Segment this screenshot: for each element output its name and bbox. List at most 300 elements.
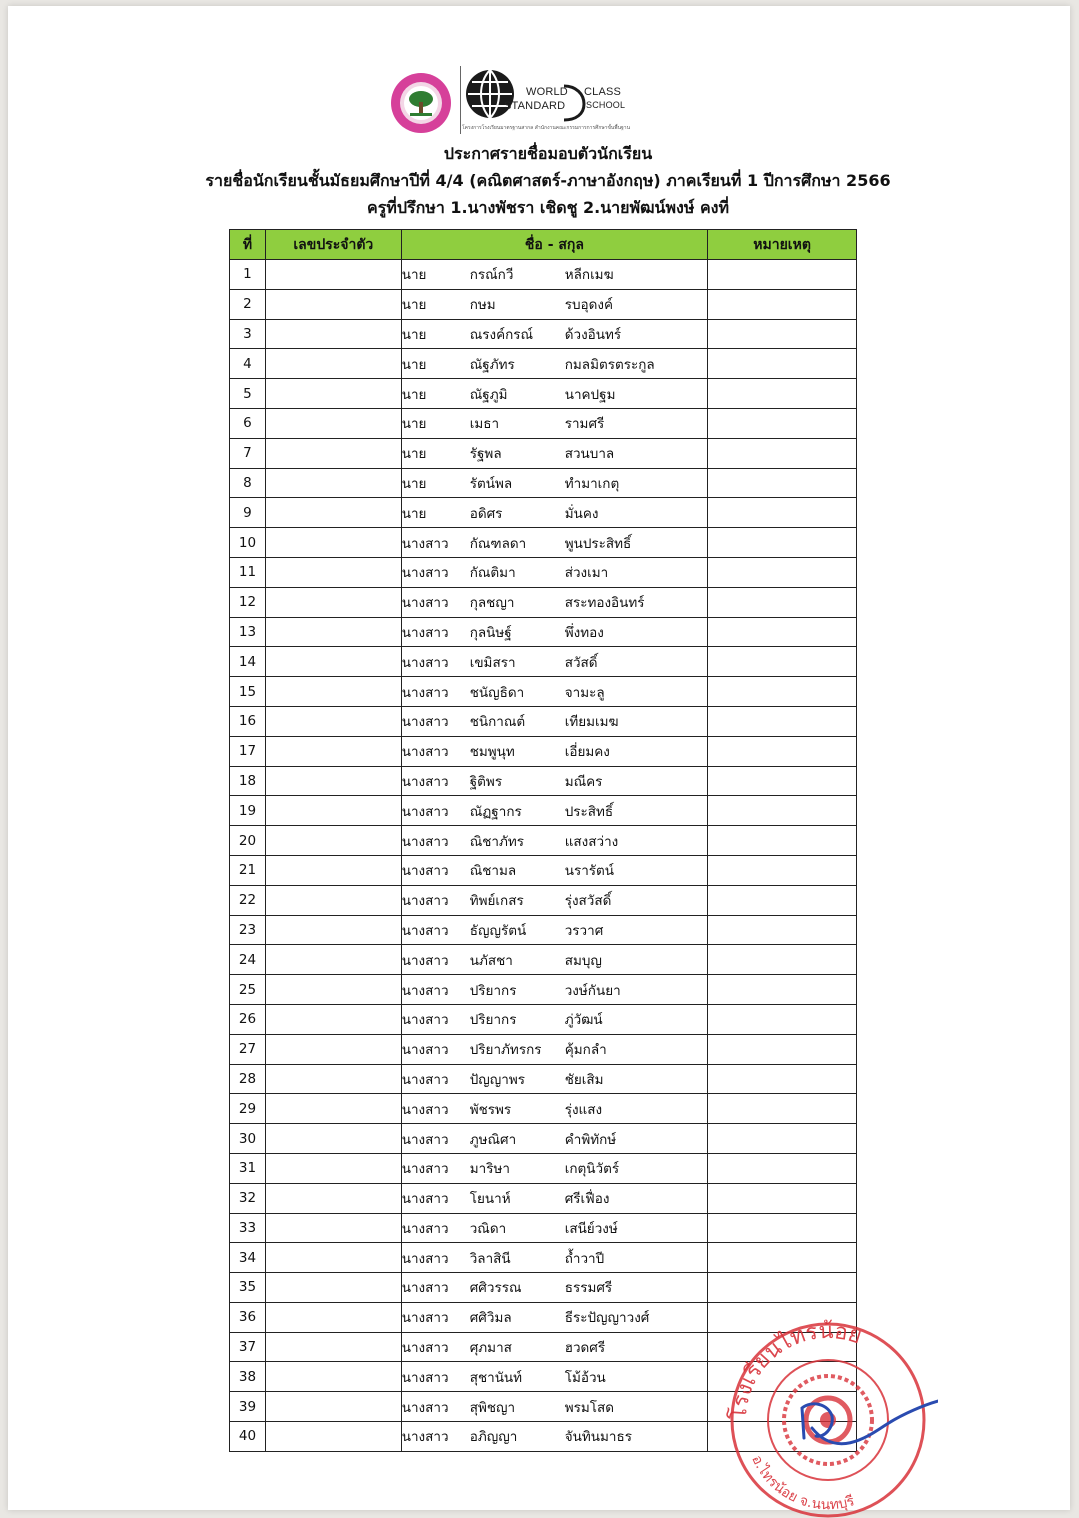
row-student-id	[265, 736, 401, 766]
row-number: 19	[230, 796, 266, 826]
row-full-name	[401, 617, 707, 647]
first-name: ธัญญรัตน์	[469, 922, 527, 939]
row-full-name	[401, 1332, 707, 1362]
row-remarks	[708, 617, 857, 647]
name-prefix: นาย	[401, 297, 427, 314]
row-student-id	[265, 945, 401, 975]
row-number: 40	[230, 1422, 266, 1452]
row-remarks	[708, 1124, 857, 1154]
name-prefix: นางสาว	[401, 893, 449, 910]
row-full-name	[401, 528, 707, 558]
table-row	[230, 260, 857, 290]
row-number: 31	[230, 1153, 266, 1183]
name-prefix: นางสาว	[401, 1161, 449, 1178]
first-name: ณิชาภัทร	[469, 833, 525, 850]
first-name: ณัฏฐากร	[469, 803, 522, 820]
row-number: 17	[230, 736, 266, 766]
row-number: 9	[230, 498, 266, 528]
first-name: ปริยาภัทรกร	[469, 1042, 542, 1059]
row-full-name	[401, 379, 707, 409]
row-remarks	[708, 557, 857, 587]
first-name: อภิญญา	[469, 1429, 518, 1446]
table-row	[230, 349, 857, 379]
first-name: โยนาห์	[469, 1191, 511, 1208]
row-number: 7	[230, 438, 266, 468]
row-student-id	[265, 498, 401, 528]
row-remarks	[708, 1034, 857, 1064]
table-row	[230, 1064, 857, 1094]
row-full-name	[401, 468, 707, 498]
row-student-id	[265, 1034, 401, 1064]
first-name: กษม	[469, 297, 496, 314]
row-full-name	[401, 587, 707, 617]
seal-bottom-text: อ.ไทรน้อย จ.นนทบุรี	[748, 1452, 857, 1514]
first-name: ณิชามล	[469, 863, 517, 880]
row-full-name	[401, 1004, 707, 1034]
table-row	[230, 408, 857, 438]
first-name: ปัญญาพร	[469, 1071, 526, 1088]
row-full-name	[401, 1153, 707, 1183]
table-row	[230, 1213, 857, 1243]
name-prefix: นางสาว	[401, 1191, 449, 1208]
row-student-id	[265, 1273, 401, 1303]
row-remarks	[708, 855, 857, 885]
row-remarks	[708, 1213, 857, 1243]
row-number: 21	[230, 855, 266, 885]
row-remarks	[708, 587, 857, 617]
row-full-name	[401, 1183, 707, 1213]
table-row	[230, 677, 857, 707]
logo-word-world: WORLD	[526, 86, 568, 98]
row-number: 6	[230, 408, 266, 438]
last-name: โม้อ้วน	[564, 1369, 606, 1386]
last-name: เกตุนิวัตร์	[564, 1161, 620, 1178]
name-prefix: นางสาว	[401, 1101, 449, 1118]
row-full-name	[401, 736, 707, 766]
row-remarks	[708, 468, 857, 498]
row-full-name	[401, 706, 707, 736]
row-number: 13	[230, 617, 266, 647]
first-name: กุลชญา	[469, 595, 515, 612]
row-full-name	[401, 1124, 707, 1154]
row-number: 24	[230, 945, 266, 975]
first-name: กัณฑลดา	[469, 535, 527, 552]
name-prefix: นางสาว	[401, 982, 449, 999]
last-name: จันทินมาธร	[564, 1429, 632, 1446]
row-full-name	[401, 408, 707, 438]
row-remarks	[708, 826, 857, 856]
first-name: เมธา	[469, 416, 500, 433]
row-student-id	[265, 1302, 401, 1332]
header-full-name: ชื่อ - สกุล	[401, 230, 707, 260]
row-remarks	[708, 975, 857, 1005]
row-remarks	[708, 647, 857, 677]
row-student-id	[265, 885, 401, 915]
row-full-name	[401, 975, 707, 1005]
row-remarks	[708, 379, 857, 409]
row-full-name	[401, 826, 707, 856]
name-prefix: นางสาว	[401, 1310, 449, 1327]
row-remarks	[708, 1064, 857, 1094]
table-row	[230, 528, 857, 558]
last-name: ถ้ำวาปี	[564, 1250, 605, 1267]
row-number: 33	[230, 1213, 266, 1243]
first-name: ภูษณิศา	[469, 1131, 517, 1148]
row-student-id	[265, 260, 401, 290]
name-prefix: นางสาว	[401, 773, 449, 790]
last-name: ฮวดศรี	[564, 1340, 606, 1357]
table-row	[230, 289, 857, 319]
row-number: 3	[230, 319, 266, 349]
row-number: 8	[230, 468, 266, 498]
name-prefix: นาย	[401, 386, 427, 403]
last-name: มั่นคง	[564, 505, 599, 522]
first-name: ศศิวิมล	[469, 1310, 512, 1327]
name-prefix: นางสาว	[401, 1340, 449, 1357]
title-block	[128, 140, 968, 221]
row-student-id	[265, 1362, 401, 1392]
header-remarks: หมายเหตุ	[708, 230, 857, 260]
row-student-id	[265, 438, 401, 468]
row-remarks	[708, 766, 857, 796]
logo-word-standard: STANDARD	[504, 100, 566, 112]
student-roster-table	[229, 229, 857, 1452]
table-row	[230, 766, 857, 796]
first-name: ณรงค์กรณ์	[469, 326, 534, 343]
row-student-id	[265, 766, 401, 796]
row-full-name	[401, 1362, 707, 1392]
last-name: ชัยเสิม	[564, 1071, 604, 1088]
first-name: ศศิวรรณ	[469, 1280, 522, 1297]
header-logos	[390, 64, 631, 138]
last-name: พรมโสด	[564, 1399, 615, 1416]
last-name: คุ้มกลำ	[564, 1042, 607, 1059]
table-row	[230, 587, 857, 617]
row-number: 36	[230, 1302, 266, 1332]
name-prefix: นางสาว	[401, 595, 449, 612]
last-name: รุ่งสวัสดิ์	[564, 893, 612, 910]
row-student-id	[265, 1422, 401, 1452]
seal-top-text: โรงเรียนไทรน้อย	[726, 1318, 865, 1421]
name-prefix: นางสาว	[401, 714, 449, 731]
row-number: 10	[230, 528, 266, 558]
row-student-id	[265, 1392, 401, 1422]
first-name: พัชรพร	[469, 1101, 512, 1118]
row-full-name	[401, 796, 707, 826]
first-name: รัฐพล	[469, 446, 502, 463]
table-row	[230, 617, 857, 647]
school-seal-stamp	[716, 1308, 938, 1518]
table-row	[230, 1183, 857, 1213]
last-name: กมลมิตรตระกูล	[564, 356, 655, 373]
row-remarks	[708, 349, 857, 379]
first-name: ปริยากร	[469, 1012, 517, 1029]
row-remarks	[708, 677, 857, 707]
row-remarks	[708, 528, 857, 558]
row-full-name	[401, 1094, 707, 1124]
row-student-id	[265, 1094, 401, 1124]
row-full-name	[401, 289, 707, 319]
last-name: พูนประสิทธิ์	[564, 535, 632, 552]
first-name: ชนัญธิดา	[469, 684, 525, 701]
first-name: ณัฐภัทร	[469, 356, 515, 373]
last-name: รามศรี	[564, 416, 605, 433]
name-prefix: นางสาว	[401, 624, 449, 641]
row-student-id	[265, 647, 401, 677]
table-row	[230, 557, 857, 587]
row-number: 27	[230, 1034, 266, 1064]
last-name: นรารัตน์	[564, 863, 615, 880]
last-name: พึ่งทอง	[564, 624, 604, 641]
row-number: 30	[230, 1124, 266, 1154]
table-row	[230, 1004, 857, 1034]
row-remarks	[708, 706, 857, 736]
row-remarks	[708, 945, 857, 975]
name-prefix: นางสาว	[401, 1429, 449, 1446]
row-full-name	[401, 1243, 707, 1273]
table-row	[230, 855, 857, 885]
row-number: 5	[230, 379, 266, 409]
row-remarks	[708, 260, 857, 290]
last-name: ด้วงอินทร์	[564, 326, 622, 343]
row-full-name	[401, 766, 707, 796]
first-name: กรณ์กวี	[469, 267, 514, 284]
table-row	[230, 885, 857, 915]
row-student-id	[265, 855, 401, 885]
row-number: 28	[230, 1064, 266, 1094]
row-full-name	[401, 1422, 707, 1452]
first-name: กุลนิษฐ์	[469, 624, 512, 641]
row-full-name	[401, 319, 707, 349]
row-full-name	[401, 1034, 707, 1064]
row-remarks	[708, 885, 857, 915]
row-student-id	[265, 289, 401, 319]
first-name: ศุภมาส	[469, 1340, 512, 1357]
first-name: ฐิติพร	[469, 773, 503, 790]
roster-body	[230, 260, 857, 1452]
row-student-id	[265, 349, 401, 379]
row-student-id	[265, 468, 401, 498]
last-name: นาคปฐม	[564, 386, 616, 403]
name-prefix: นางสาว	[401, 1250, 449, 1267]
table-row	[230, 379, 857, 409]
row-full-name	[401, 855, 707, 885]
row-full-name	[401, 260, 707, 290]
row-student-id	[265, 975, 401, 1005]
name-prefix: นางสาว	[401, 863, 449, 880]
last-name: วงษ์กันยา	[564, 982, 621, 999]
last-name: หลีกเมฆ	[564, 267, 614, 284]
table-row	[230, 1153, 857, 1183]
row-number: 1	[230, 260, 266, 290]
row-full-name	[401, 1213, 707, 1243]
table-row	[230, 1094, 857, 1124]
row-remarks	[708, 438, 857, 468]
table-row	[230, 1124, 857, 1154]
last-name: ประสิทธิ์	[564, 803, 614, 820]
row-number: 2	[230, 289, 266, 319]
row-remarks	[708, 1094, 857, 1124]
class-subtitle: รายชื่อนักเรียนชั้นมัธยมศึกษาปีที่ 4/4 (คณิตศาสตร์-ภาษาอังกฤษ) ภาคเรียนที่ 1 ปีการศึกษา 2566	[205, 171, 891, 190]
row-number: 4	[230, 349, 266, 379]
table-row	[230, 915, 857, 945]
row-full-name	[401, 945, 707, 975]
row-student-id	[265, 1064, 401, 1094]
row-student-id	[265, 826, 401, 856]
row-student-id	[265, 796, 401, 826]
row-full-name	[401, 349, 707, 379]
last-name: ธีระปัญญาวงศ์	[564, 1310, 650, 1327]
name-prefix: นางสาว	[401, 1012, 449, 1029]
row-student-id	[265, 617, 401, 647]
first-name: เขมิสรา	[469, 654, 516, 671]
table-row	[230, 1243, 857, 1273]
row-remarks	[708, 915, 857, 945]
row-student-id	[265, 706, 401, 736]
name-prefix: นางสาว	[401, 1399, 449, 1416]
table-row	[230, 1034, 857, 1064]
name-prefix: นาย	[401, 475, 427, 492]
row-student-id	[265, 528, 401, 558]
last-name: มณีคร	[564, 773, 603, 790]
first-name: กัณติมา	[469, 565, 516, 582]
name-prefix: นาย	[401, 326, 427, 343]
row-number: 34	[230, 1243, 266, 1273]
first-name: ชนิกาณต์	[469, 714, 526, 731]
row-number: 29	[230, 1094, 266, 1124]
logo-word-school: SCHOOL	[586, 100, 626, 110]
row-number: 15	[230, 677, 266, 707]
last-name: สมบุญ	[564, 952, 602, 969]
row-full-name	[401, 677, 707, 707]
row-remarks	[708, 498, 857, 528]
row-full-name	[401, 915, 707, 945]
name-prefix: นางสาว	[401, 1280, 449, 1297]
row-student-id	[265, 915, 401, 945]
row-student-id	[265, 1153, 401, 1183]
row-student-id	[265, 1332, 401, 1362]
row-remarks	[708, 1153, 857, 1183]
row-student-id	[265, 677, 401, 707]
name-prefix: นางสาว	[401, 684, 449, 701]
logo-word-class: CLASS	[584, 86, 622, 98]
last-name: รบอุดงค์	[564, 297, 614, 314]
last-name: เอี่ยมคง	[564, 744, 610, 761]
first-name: อดิศร	[469, 505, 503, 522]
last-name: ภู่วัฒน์	[564, 1012, 603, 1029]
row-full-name	[401, 438, 707, 468]
table-row	[230, 468, 857, 498]
first-name: มาริษา	[469, 1161, 510, 1178]
table-row	[230, 706, 857, 736]
row-remarks	[708, 796, 857, 826]
name-prefix: นางสาว	[401, 922, 449, 939]
first-name: สุชานันท์	[469, 1369, 523, 1386]
row-full-name	[401, 885, 707, 915]
first-name: วิลาสินี	[469, 1250, 511, 1267]
row-remarks	[708, 1183, 857, 1213]
name-prefix: นางสาว	[401, 833, 449, 850]
last-name: ทำมาเกตุ	[564, 475, 620, 492]
last-name: เทียมเมฆ	[564, 714, 619, 731]
row-number: 22	[230, 885, 266, 915]
row-number: 37	[230, 1332, 266, 1362]
table-row	[230, 498, 857, 528]
row-full-name	[401, 557, 707, 587]
row-full-name	[401, 1273, 707, 1303]
last-name: วรวาศ	[564, 922, 604, 939]
first-name: ณัฐภูมิ	[469, 386, 508, 403]
row-number: 23	[230, 915, 266, 945]
header-number: ที่	[230, 230, 266, 260]
logo-tagline: โครงการโรงเรียนมาตรฐานสากล สำนักงานคณะกรรมการการศึกษาขั้นพื้นฐาน	[462, 125, 631, 131]
first-name: ชมพูนุท	[469, 744, 515, 761]
row-number: 18	[230, 766, 266, 796]
table-row	[230, 319, 857, 349]
table-row	[230, 736, 857, 766]
name-prefix: นาย	[401, 267, 427, 284]
name-prefix: นางสาว	[401, 1220, 449, 1237]
row-number: 32	[230, 1183, 266, 1213]
last-name: จามะลู	[564, 684, 605, 701]
row-remarks	[708, 1273, 857, 1303]
row-remarks	[708, 1243, 857, 1273]
row-number: 12	[230, 587, 266, 617]
announcement-title: ประกาศรายชื่อมอบตัวนักเรียน	[443, 144, 653, 163]
row-student-id	[265, 408, 401, 438]
name-prefix: นางสาว	[401, 1071, 449, 1088]
row-student-id	[265, 1183, 401, 1213]
row-full-name	[401, 647, 707, 677]
name-prefix: นางสาว	[401, 1042, 449, 1059]
name-prefix: นางสาว	[401, 1369, 449, 1386]
last-name: สวนบาล	[564, 446, 615, 463]
last-name: คำพิทักษ์	[564, 1131, 617, 1148]
row-number: 35	[230, 1273, 266, 1303]
first-name: ปริยากร	[469, 982, 517, 999]
row-remarks	[708, 289, 857, 319]
school-emblem-logo	[390, 72, 452, 134]
world-class-standard-logo	[460, 64, 631, 138]
row-number: 38	[230, 1362, 266, 1392]
last-name: แสงสว่าง	[564, 833, 619, 850]
row-student-id	[265, 1124, 401, 1154]
table-row	[230, 975, 857, 1005]
row-full-name	[401, 1064, 707, 1094]
name-prefix: นางสาว	[401, 565, 449, 582]
first-name: นภัสชา	[469, 952, 513, 969]
name-prefix: นาย	[401, 505, 427, 522]
last-name: ส่วงเมา	[564, 565, 609, 582]
last-name: ศรีเฟื่อง	[564, 1191, 610, 1208]
row-full-name	[401, 1392, 707, 1422]
row-remarks	[708, 408, 857, 438]
row-student-id	[265, 587, 401, 617]
row-student-id	[265, 1004, 401, 1034]
table-row	[230, 796, 857, 826]
table-header-row	[230, 230, 857, 260]
first-name: รัตน์พล	[469, 475, 513, 492]
row-student-id	[265, 557, 401, 587]
name-prefix: นาย	[401, 356, 427, 373]
row-student-id	[265, 1243, 401, 1273]
row-number: 11	[230, 557, 266, 587]
row-number: 16	[230, 706, 266, 736]
name-prefix: นาย	[401, 446, 427, 463]
row-number: 26	[230, 1004, 266, 1034]
name-prefix: นางสาว	[401, 803, 449, 820]
row-number: 14	[230, 647, 266, 677]
